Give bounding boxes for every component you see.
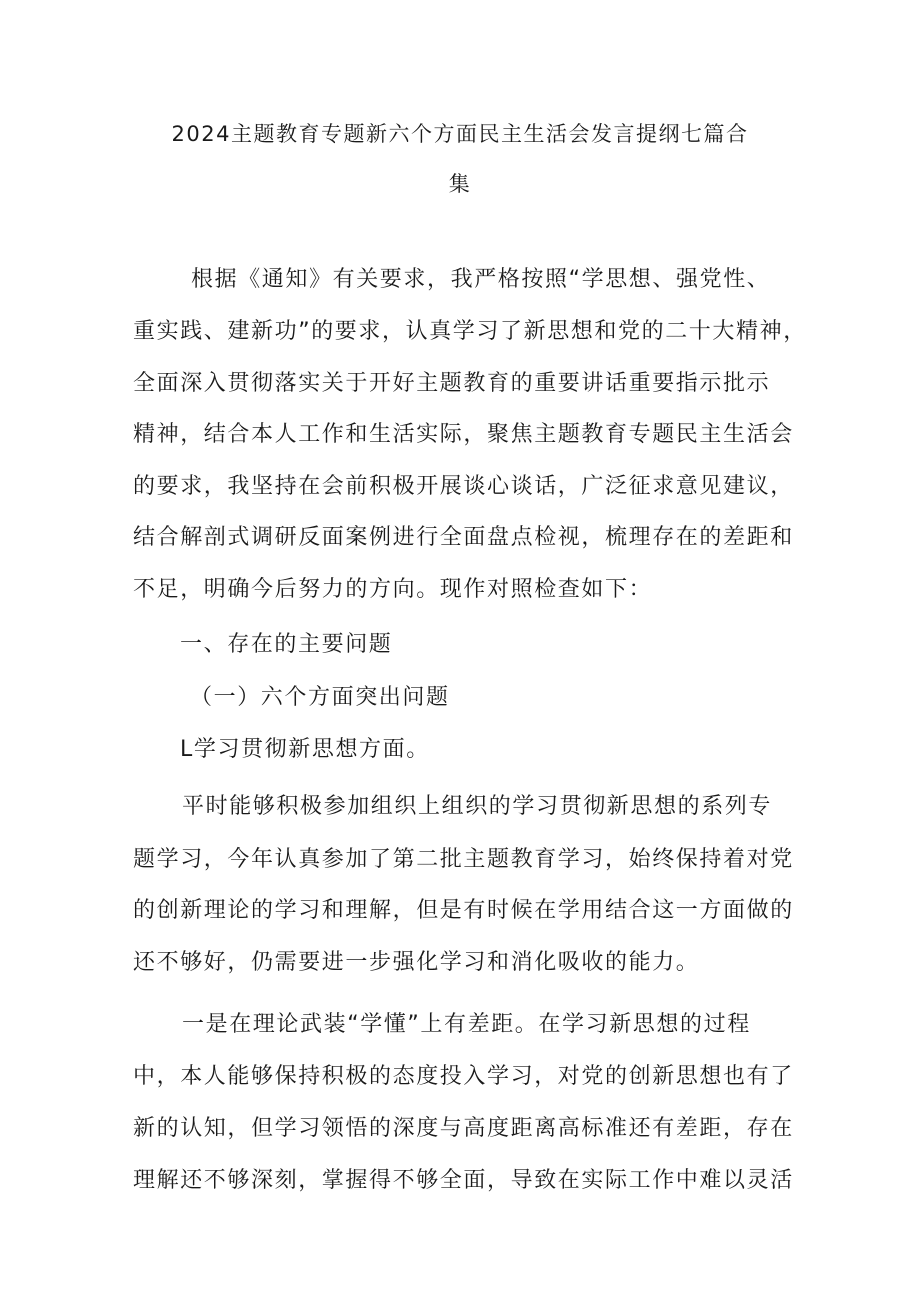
paragraph-line: 的要求，我坚持在会前积极开展谈心谈话，广泛征求意见建议，: [133, 474, 794, 499]
paragraph-line: 新的认知，但学习领悟的深度与高度距离高标准还有差距，存在: [133, 1116, 794, 1141]
paragraph-line: 精神，结合本人工作和生活实际，聚焦主题教育专题民主生活会: [133, 422, 794, 447]
paragraph-line: 一是在理论武装“学懂”上有差距。在学习新思想的过程: [182, 1012, 751, 1037]
paragraph-line: 的创新理论的学习和理解，但是有时候在学用结合这一方面做的: [133, 898, 794, 923]
paragraph-line: 理解还不够深刻，掌握得不够全面，导致在实际工作中难以灵活: [133, 1168, 794, 1193]
paragraph-line: 根据《通知》有关要求，我严格按照“学思想、强党性、: [191, 267, 771, 292]
document-title-continued: 集: [448, 172, 472, 196]
paragraph-line: 中，本人能够保持积极的态度投入学习，对党的创新思想也有了: [133, 1064, 794, 1089]
paragraph-line: 全面深入贯彻落实关于开好主题教育的重要讲话重要指示批示: [133, 371, 771, 396]
item-heading: L学习贯彻新思想方面。: [180, 737, 430, 762]
document-title: 2024主题教育专题新六个方面民主生活会发言提纲七篇合: [171, 122, 749, 146]
paragraph-line: 重实践、建新功”的要求，认真学习了新思想和党的二十大精神，: [133, 319, 807, 344]
paragraph-line: 还不够好，仍需要进一步强化学习和消化吸收的能力。: [133, 950, 700, 975]
subsection-heading: （一）六个方面突出问题: [190, 685, 450, 710]
paragraph-line: 结合解剖式调研反面案例进行全面盘点检视，梳理存在的差距和: [133, 525, 794, 550]
section-heading: 一、存在的主要问题: [180, 632, 393, 657]
paragraph-line: 题学习，今年认真参加了第二批主题教育学习，始终保持着对党: [133, 847, 794, 872]
paragraph-line: 平时能够积极参加组织上组织的学习贯彻新思想的系列专: [182, 794, 773, 819]
paragraph-line: 不足，明确今后努力的方向。现作对照检查如下：: [133, 577, 653, 602]
